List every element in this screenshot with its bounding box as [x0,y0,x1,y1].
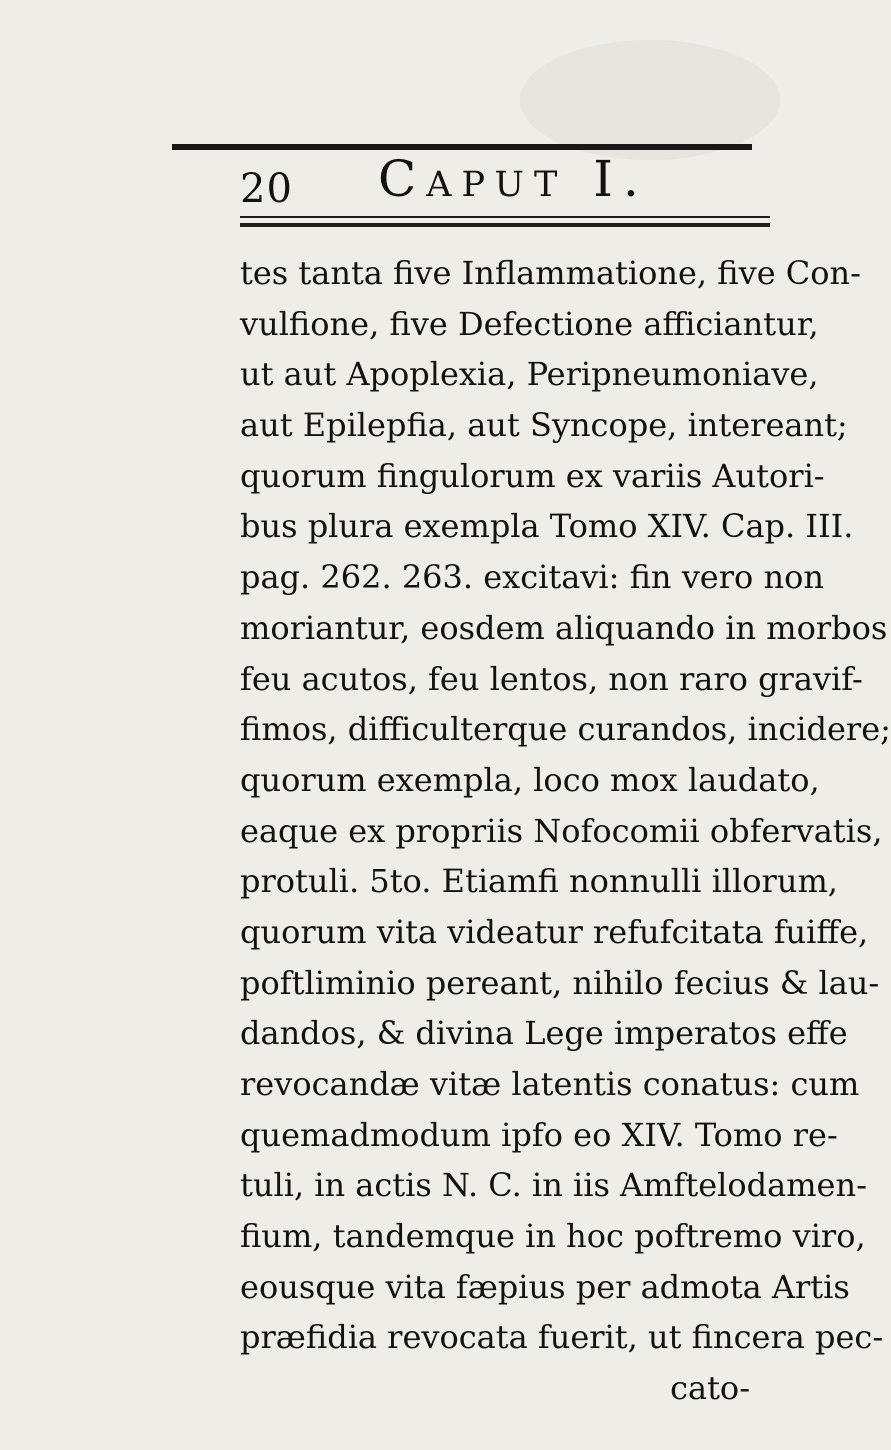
text-line: pag. 262. 263. excitavi: fin vero non [240,558,824,597]
text-line: tuli, in actis N. C. in iis Amftelodamen- [240,1166,867,1205]
text-line: revocandæ vitæ latentis conatus: cum [240,1065,860,1103]
text-line: moriantur, eosdem aliquando in morbos [240,608,888,647]
text-line: quorum vita videatur refufcitata fuiffe, [240,912,869,951]
text-line: dandos, & divina Lege imperatos effe [240,1014,848,1053]
text-line: præfidia revocata fuerit, ut fincera pec- [240,1318,884,1357]
text-line: feu acutos, feu lentos, non raro gravif- [240,659,863,698]
text-line: protuli. 5to. Etiamfi nonnulli illorum, [240,862,838,901]
text-line: eaque ex propriis Nofocomii obfervatis, [240,811,883,850]
catchword: cato- [670,1369,750,1408]
text-line: fimos, difficulterque curandos, incidere; [240,710,891,749]
text-line: tes tanta five Inflammatione, five Con- [240,254,861,292]
text-line: quorum fingulorum ex variis Autori- [240,456,825,495]
text-line: eousque vita fæpius per admota Artis [240,1267,850,1306]
text-line: vulfione, five Defectione afficiantur, [240,304,819,343]
header-rule [240,216,770,218]
body-text [240,248,891,1414]
text-line: fium, tandemque in hoc poftremo viro, [240,1217,866,1256]
running-head: Caput I. [378,150,649,208]
text-line: ut aut Apoplexia, Peripneumoniave, [240,355,819,394]
header-rule-thick [240,223,770,227]
paper-stain [520,40,780,160]
text-line: bus plura exempla Tomo XIV. Cap. III. [240,507,854,546]
text-line: poftliminio pereant, nihilo fecius & lau- [240,963,880,1002]
page-number: 20 [240,166,293,212]
text-line: quemadmodum ipfo eo XIV. Tomo re- [240,1115,838,1154]
text-line: quorum exempla, loco mox laudato, [240,760,820,799]
text-line: aut Epilepfia, aut Syncope, intereant; [240,406,848,445]
